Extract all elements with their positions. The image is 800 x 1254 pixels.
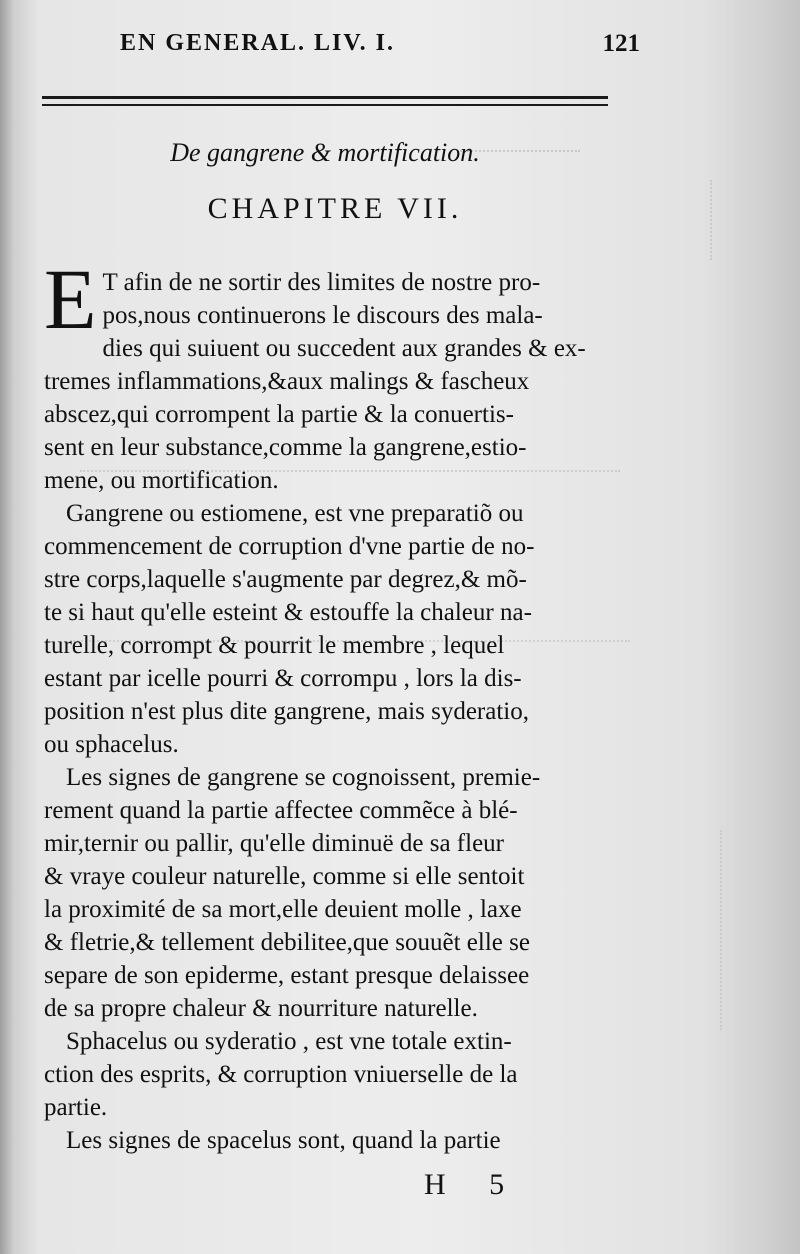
running-head [120,30,640,66]
text-line: de sa propre chaleur & nourriture naturelle. [44,995,478,1022]
header-rule [42,104,608,106]
header-rule [42,96,608,99]
bleed-through-mark [640,180,712,260]
text-line: te si haut qu'elle esteint & estouffe la chaleur na- [44,599,532,626]
text-line: Sphacelus ou syderatio , est vne totale extin- [66,1028,512,1055]
text-line: commencement de corruption d'vne partie de no- [44,533,535,560]
body-text [44,251,624,1157]
text-line: separe de son epiderme, estant presque delaissee [44,962,530,989]
text-line: Gangrene ou estiomene, est vne preparatiõ ou [66,500,524,527]
text-line: position n'est plus dite gangrene, mais syderatio, [44,698,529,725]
bleed-through-mark [650,830,722,1030]
section-title: De gangrene & mortification. [170,138,480,167]
running-head-title: EN GENERAL. LIV. I. [120,30,395,56]
text-line: Les signes de spacelus sont, quand la partie [66,1127,501,1154]
chapter-title: CHAPITRE VII. [207,192,463,225]
text-line: pos,nous continuerons le discours des mala- [102,302,543,329]
text-line: partie. [44,1094,108,1121]
text-line: mir,ternir ou pallir, qu'elle diminuë de sa fleur [44,830,504,857]
text-line: ction des esprits, & corruption vniuerselle de la [44,1061,518,1088]
text-line: & vraye couleur naturelle, comme si elle sentoit [44,863,525,890]
paragraph [44,1124,624,1157]
text-line: abscez,qui corrompent la partie & la conuertis- [44,401,514,428]
text-line: & fletrie,& tellement debilitee,que souuẽt elle se [44,929,530,956]
paragraph [44,761,624,1025]
text-line: rement quand la partie affectee commẽce à blé- [44,797,518,824]
text-line: Les signes de gangrene se cognoissent, premie- [66,764,541,791]
text-line: estant par icelle pourri & corrompu , lors la dis- [44,665,522,692]
text-line: turelle, corrompt & pourrit le membre , lequel [44,632,505,659]
paragraph [44,497,624,761]
text-line: mene, ou mortification. [44,467,279,494]
signature-catchword: H 5 [424,1168,523,1201]
text-line: ou sphacelus. [44,731,179,758]
text-line: stre corps,laquelle s'augmente par degrez,& mõ- [44,566,527,593]
text-line: T afin de ne sortir des limites de nostre pro- [102,269,541,296]
text-line: dies qui suiuent ou succedent aux grandes & ex- [102,335,586,362]
drop-cap: E [44,251,97,347]
text-line: tremes inflammations,&aux malings & fascheux [44,368,530,395]
paragraph [44,1025,624,1124]
page-number: 121 [602,30,640,57]
text-line: sent en leur substance,comme la gangrene,estio- [44,434,527,461]
paragraph [44,251,624,497]
text-line: la proximité de sa mort,elle deuient molle , laxe [44,896,522,923]
